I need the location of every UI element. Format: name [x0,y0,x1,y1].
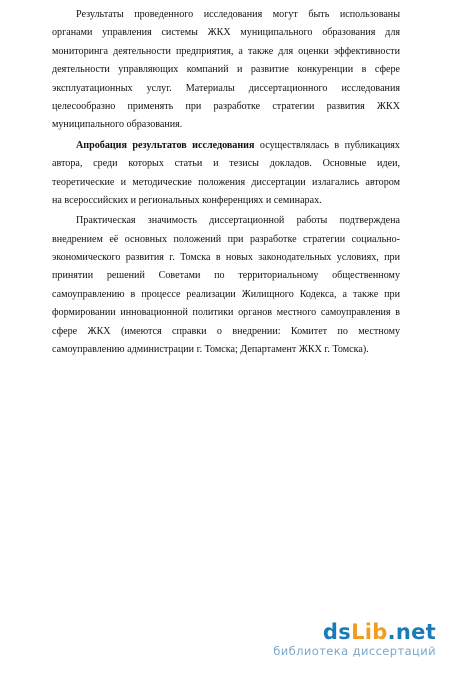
text-line: экономического развития г. Томска в новых законодательных условиях, при [52,252,400,264]
text-line: сфере ЖКХ (имеются справки о внедрении: Комитет по местному [52,325,400,337]
text-line [52,137,400,155]
text-line: муниципального образования. [52,119,183,131]
text-line: формировании инновационной политики органов местного самоуправления в [52,307,400,319]
text-line: автора, среди которых статьи и тезисы докладов. Основные идеи, [52,158,400,170]
paragraph-approbation [52,137,400,211]
text-line: самоуправлению администрации г. Томска; Департамент ЖКХ г. Томска). [52,344,369,356]
text-line: самоуправлению в процессе реализации Жилищного Кодекса, а также при [52,288,400,300]
text-line: органами управления системы ЖКХ муниципального образования для [52,27,400,39]
text-fragment: осуществлялась в публикациях [254,139,400,151]
text-line: мониторинга деятельности предприятия, а также для оценки эффективности [52,45,400,57]
dslib-logo [236,620,436,644]
approbation-heading: Апробация результатов исследования [76,139,255,151]
text-line: внедрением её основных положений при разработке стратегии социально- [52,233,400,245]
text-line: на всероссийских и региональных конференциях и семинарах. [52,194,322,206]
document-page [52,6,400,361]
paragraph-practical-significance [52,212,400,359]
text-line: Практическая значимость диссертационной работы подтверждена [76,215,400,227]
dslib-watermark [236,620,436,658]
watermark-subtitle: библиотека диссертаций [273,644,436,658]
logo-part-ds: ds [322,620,352,644]
text-line: эксплуатационных услуг. Материалы диссертационного исследования [52,82,400,94]
text-line: теоретические и методические положения диссертации излагались автором [52,176,400,188]
text-line: деятельности управляющих компаний и развитие конкуренции в сфере [52,64,400,76]
paragraph-results [52,6,400,135]
logo-part-lib: Lib [351,620,388,644]
text-line: Результаты проведенного исследования могут быть использованы [76,9,400,20]
text-line: целесообразно применять при разработке стратегии развития ЖКХ [52,100,400,112]
logo-part-net: .net [387,620,436,644]
text-line: принятии решений Советами по территориальному общественному [52,270,400,282]
